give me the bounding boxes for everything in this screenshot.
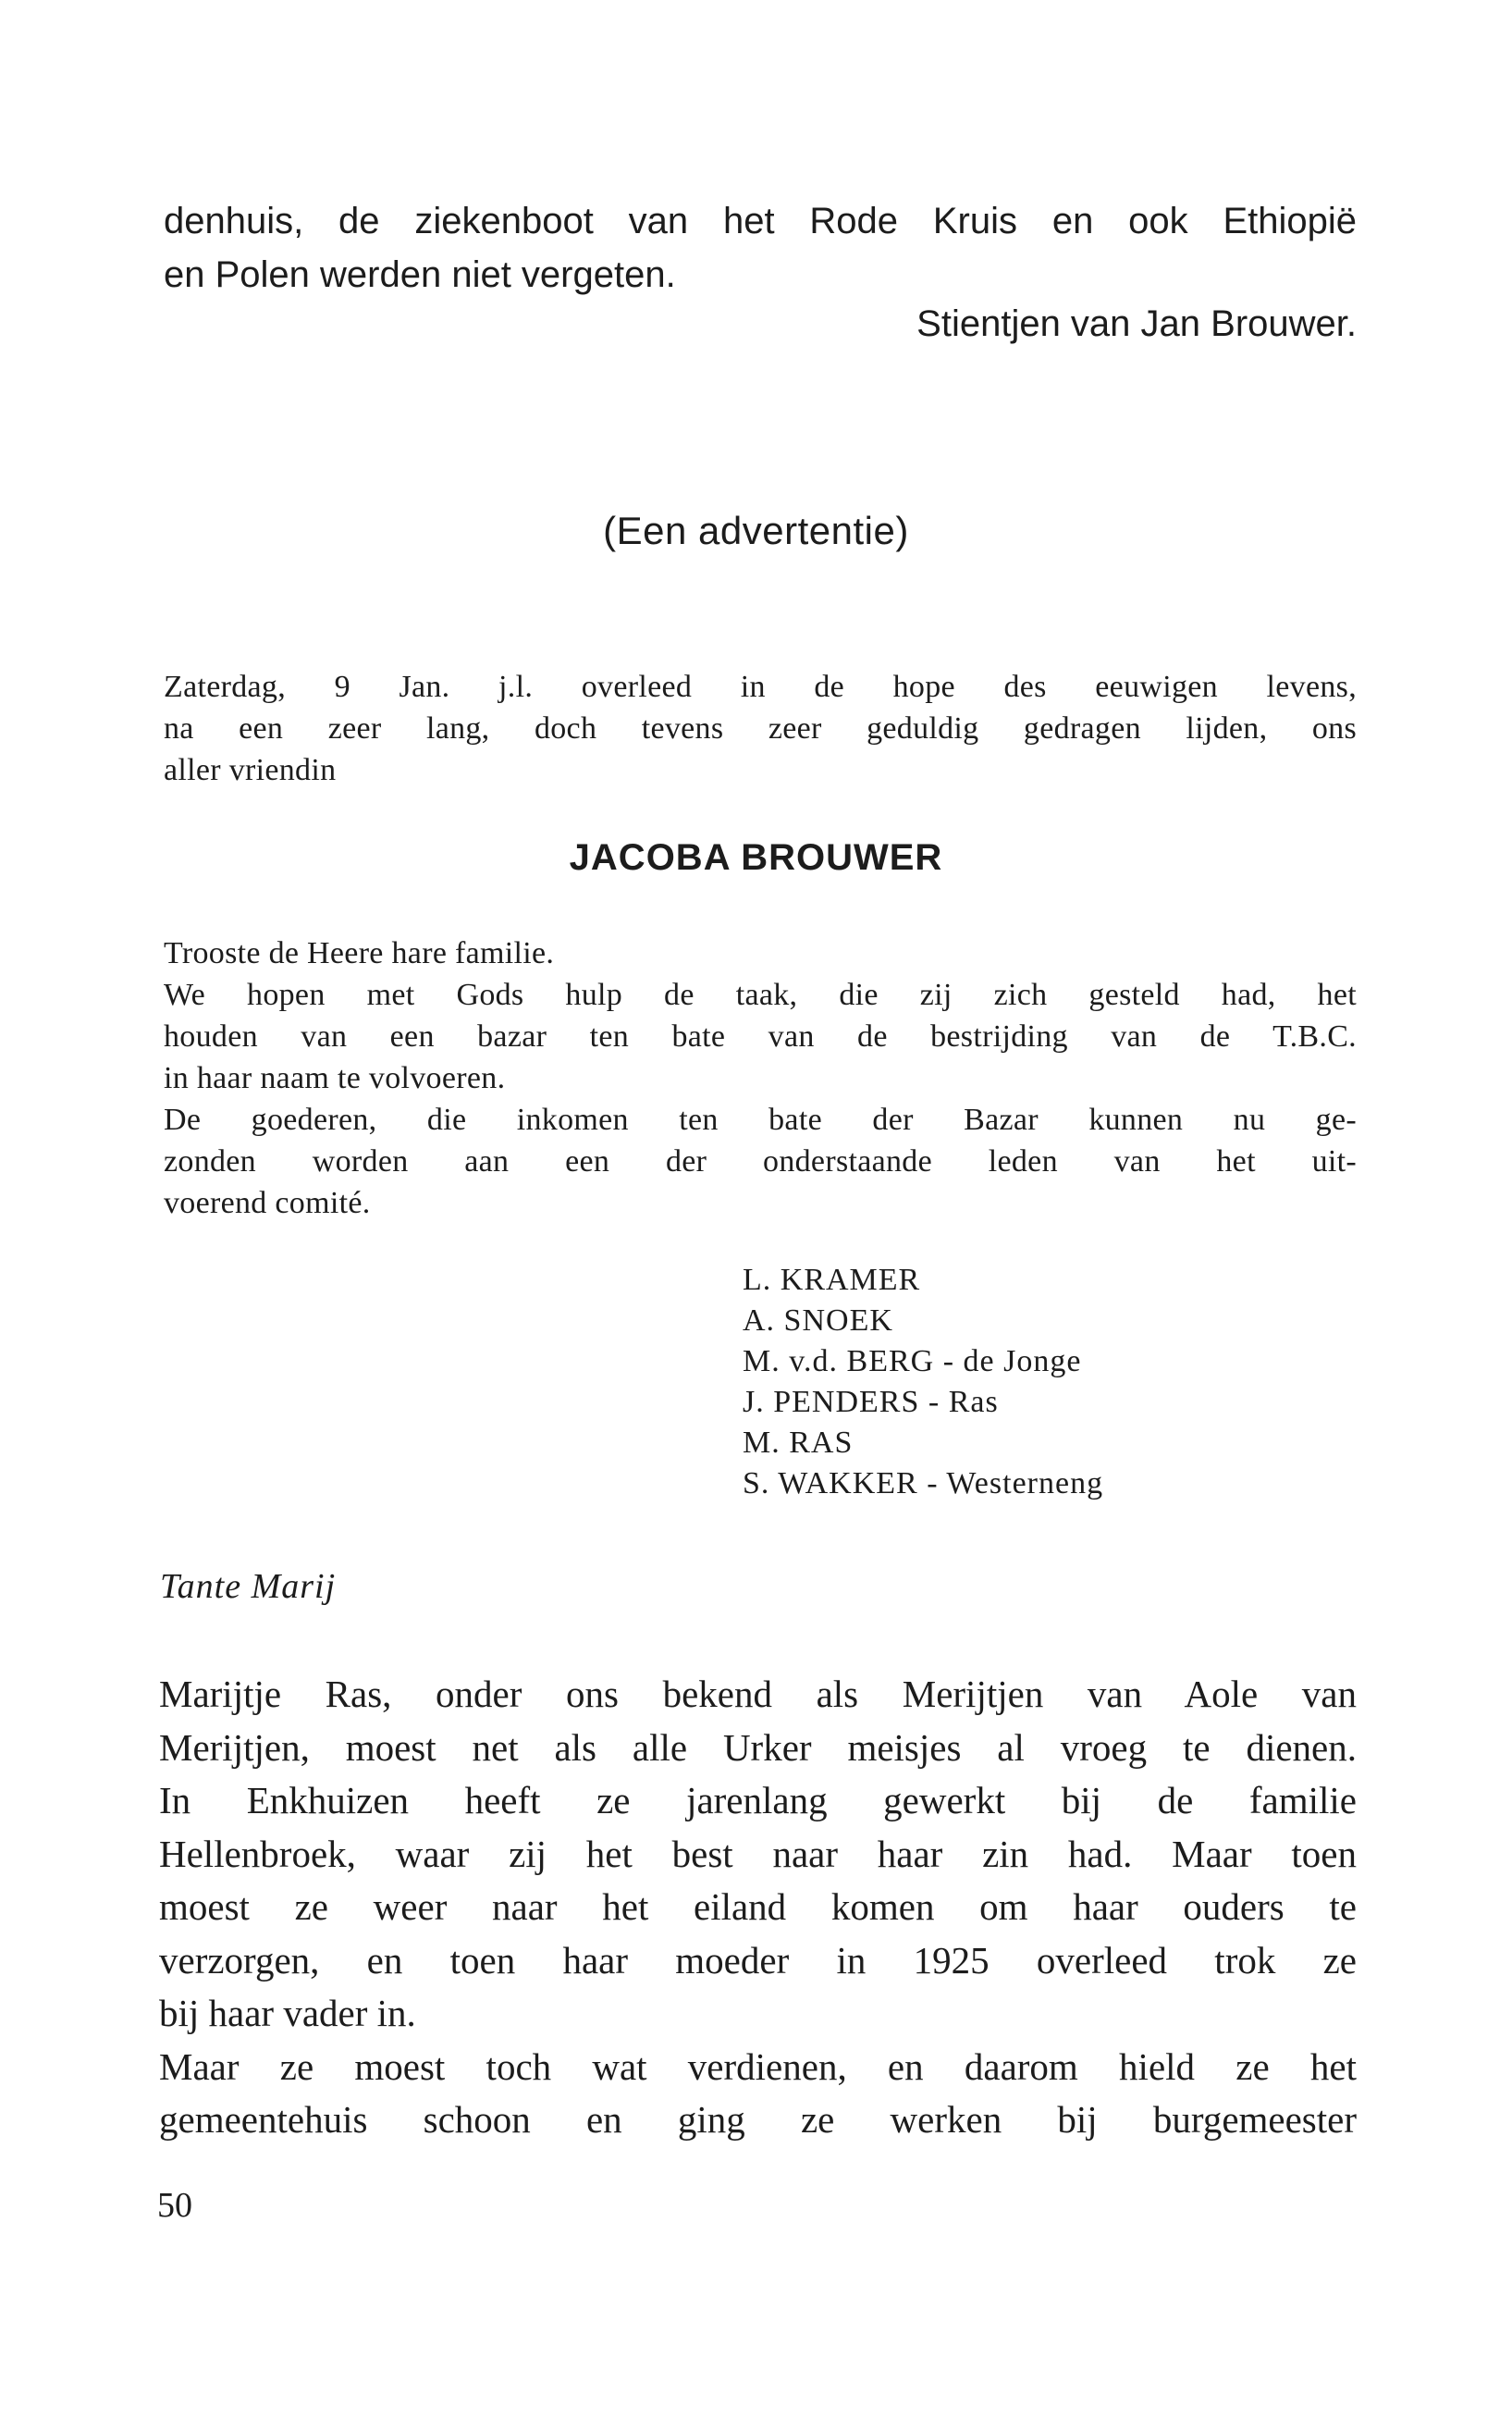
advert-heading: (Een advertentie): [603, 509, 909, 552]
story-line: bij haar vader in.: [159, 1992, 416, 2034]
committee-member: L. KRAMER: [743, 1263, 921, 1297]
advert-body-line: We hopen met Gods hulp de taak, die zij zich gesteld had, het: [164, 978, 1357, 1012]
committee-member: M. RAS: [743, 1426, 854, 1460]
committee-member: M. v.d. BERG - de Jonge: [743, 1344, 1082, 1378]
advert-body-line: in haar naam te volvoeren.: [164, 1061, 506, 1095]
advert-intro-line: Zaterdag, 9 Jan. j.l. overleed in de hope des eeuwigen levens,: [164, 670, 1357, 704]
advert-intro-line: aller vriendin: [164, 753, 337, 787]
advert-body-line: houden van een bazar ten bate van de bestrijding van de T.B.C.: [164, 1019, 1357, 1054]
story-line: Marijtje Ras, onder ons bekend als Merijtjen van Aole van: [159, 1673, 1357, 1715]
committee-list: [743, 1260, 1103, 1504]
committee-member: J. PENDERS - Ras: [743, 1385, 999, 1419]
story-line: Merijtjen, moest net als alle Urker meisjes al vroeg te dienen.: [159, 1725, 1357, 1769]
deceased-name: JACOBA BROUWER: [569, 837, 943, 878]
story-line: Maar ze moest toch wat verdienen, en daarom hield ze het: [159, 2044, 1357, 2088]
committee-member: S. WAKKER - Westerneng: [743, 1466, 1104, 1500]
page-number: 50: [157, 2186, 192, 2225]
story-line: verzorgen, en toen haar moeder in 1925 overleed trok ze: [159, 1938, 1357, 1982]
story-line: Hellenbroek, waar zij het best naar haar zin had. Maar toen: [159, 1832, 1357, 1875]
intro-signature: Stientjen van Jan Brouwer.: [916, 303, 1357, 344]
advert-body: [164, 932, 1357, 1224]
intro-paragraph: [164, 194, 1357, 302]
advert-body-line: Trooste de Heere hare familie.: [164, 936, 555, 970]
committee-member: A. SNOEK: [743, 1303, 893, 1338]
intro-line: en Polen werden niet vergeten.: [164, 254, 676, 295]
story-paragraph: [159, 1668, 1357, 2147]
advert-intro-line: na een zeer lang, doch tevens zeer geduldig gedragen lijden, ons: [164, 711, 1357, 746]
story-line: In Enkhuizen heeft ze jarenlang gewerkt bij de familie: [159, 1779, 1357, 1821]
advert-intro: [164, 666, 1357, 791]
story-line: moest ze weer naar het eiland komen om haar ouders te: [159, 1885, 1357, 1928]
advert-body-line: De goederen, die inkomen ten bate der Bazar kunnen nu ge-: [164, 1103, 1357, 1137]
intro-line: denhuis, de ziekenboot van het Rode Kruis en ook Ethiopië: [164, 201, 1357, 241]
section-title: Tante Marij: [160, 1567, 337, 1606]
story-line: gemeentehuis schoon en ging ze werken bij burgemeester: [159, 2098, 1357, 2141]
advert-body-line: voerend comité.: [164, 1186, 371, 1220]
advert-body-line: zonden worden aan een der onderstaande leden van het uit-: [164, 1144, 1357, 1179]
